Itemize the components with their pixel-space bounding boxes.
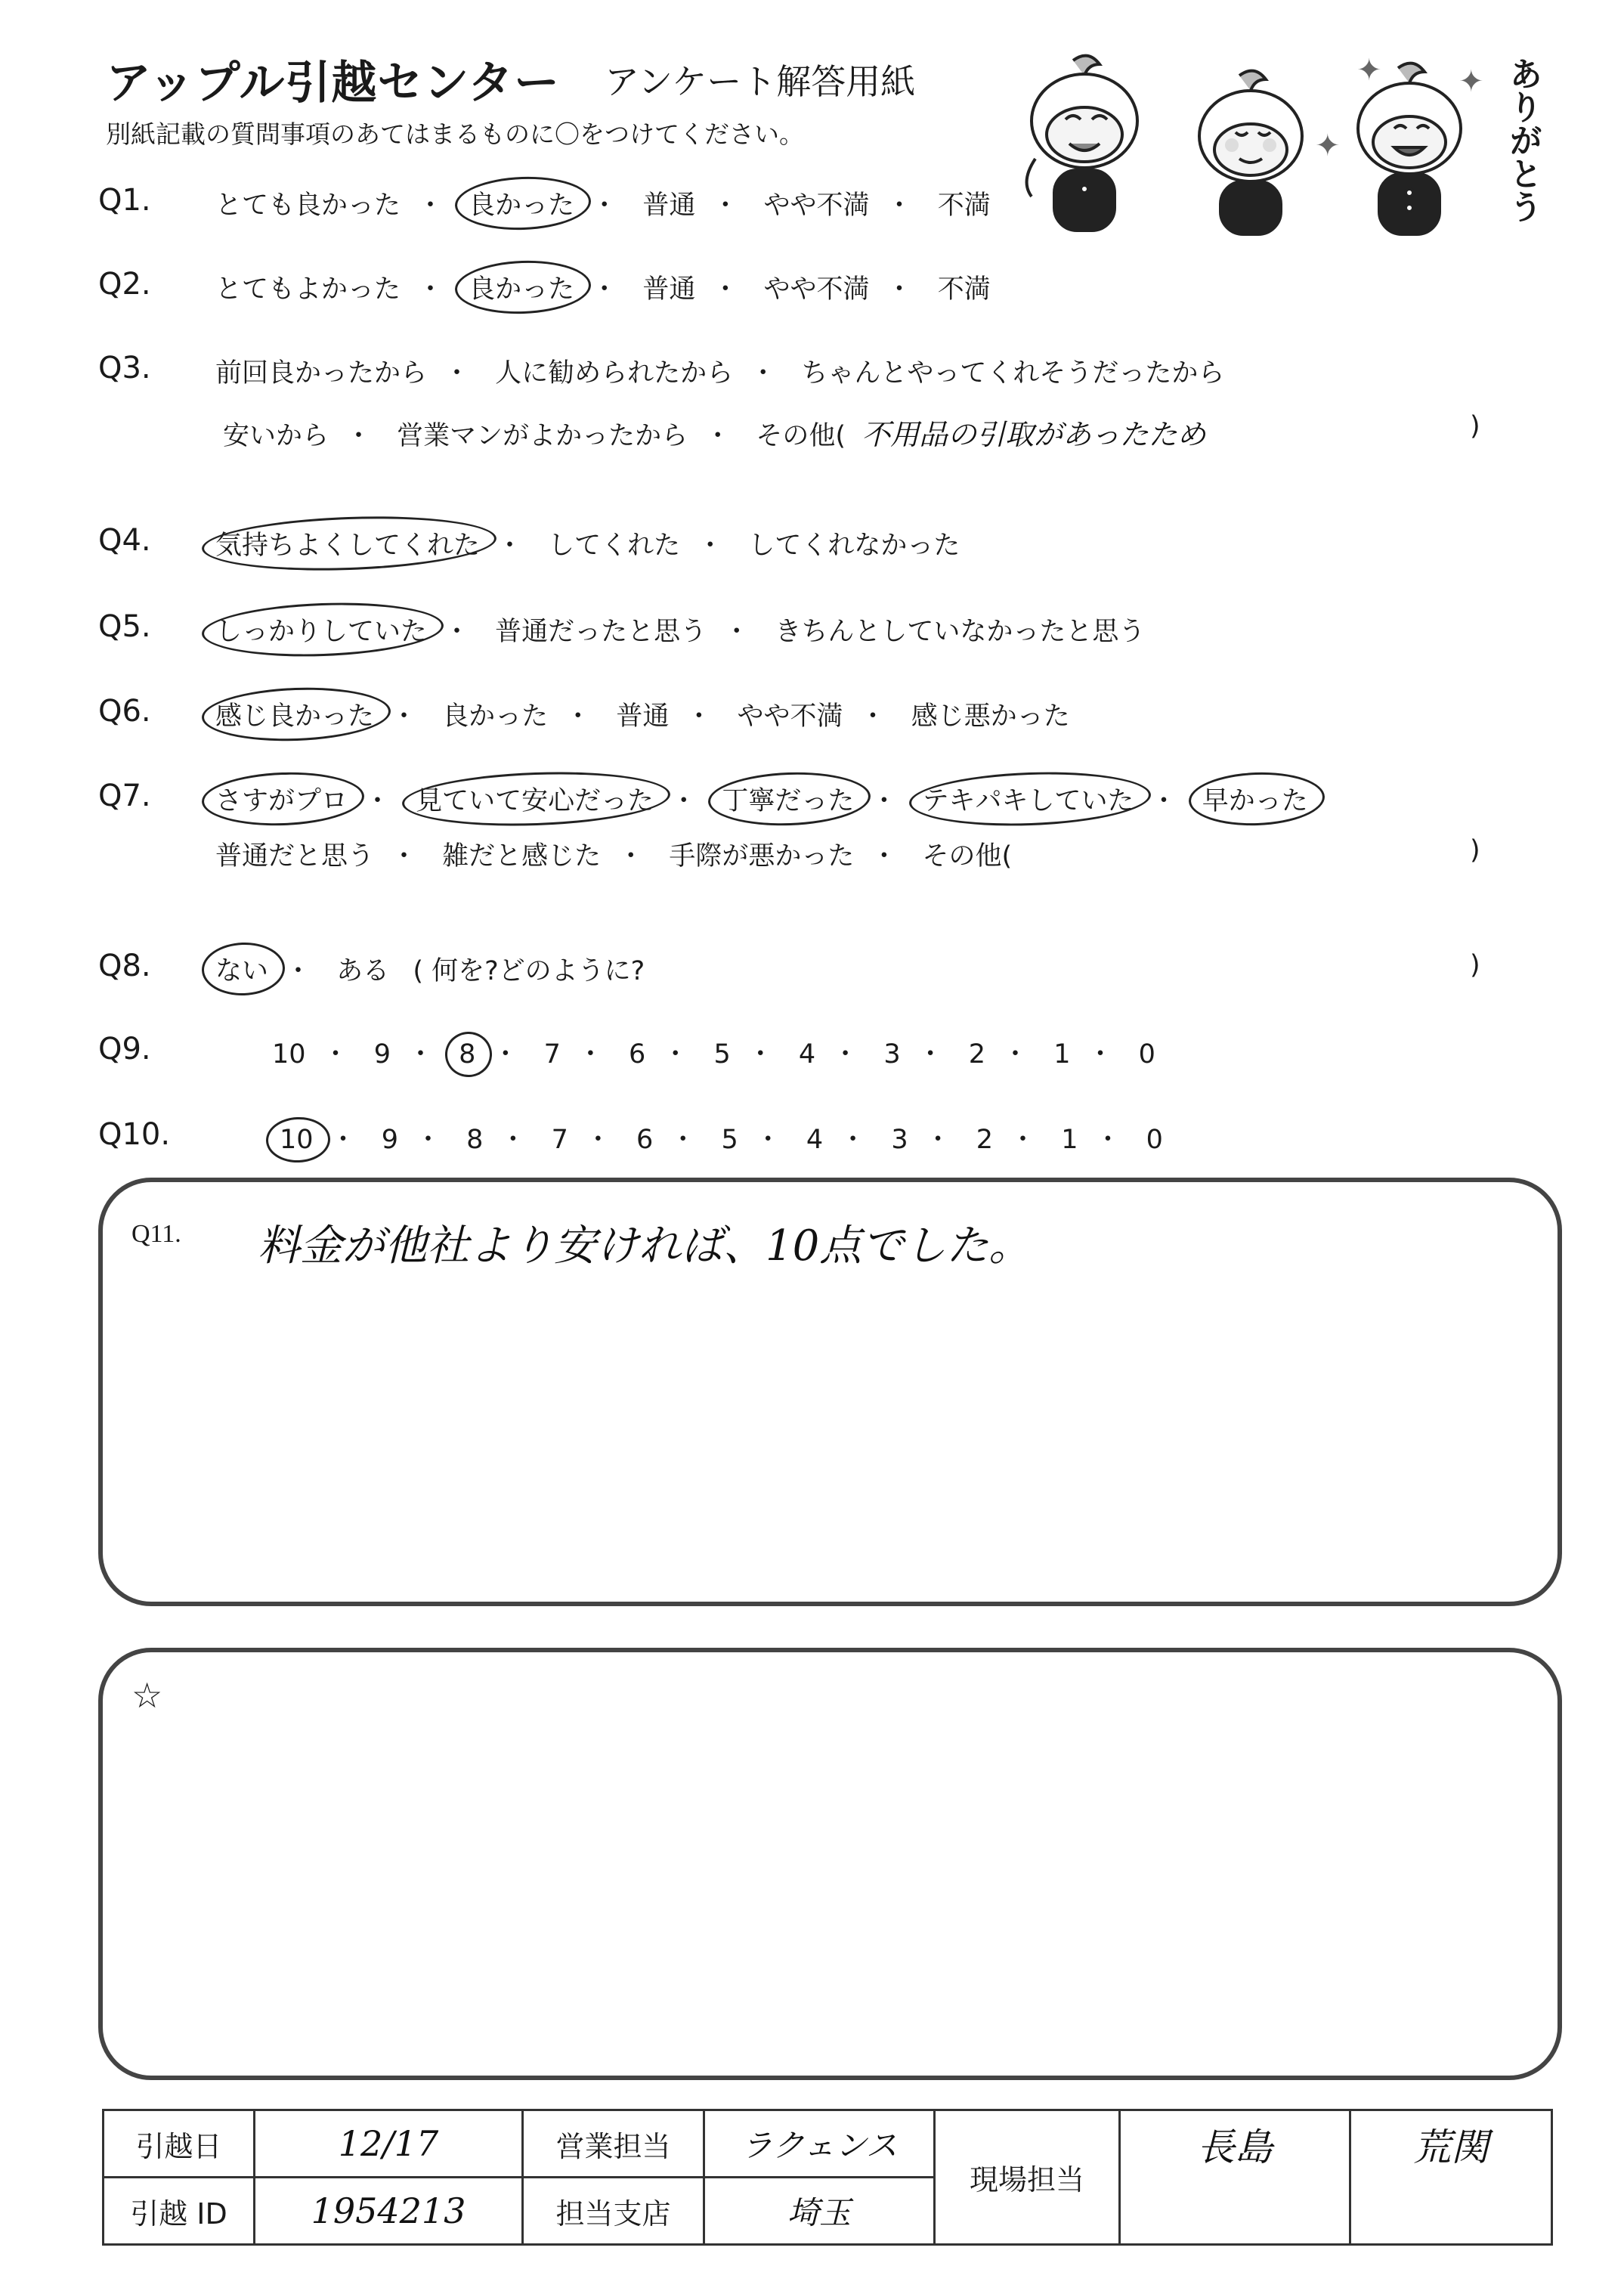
- q5-option[interactable]: きちんとしていなかったと思う: [775, 617, 1146, 647]
- q6-option[interactable]: 普通: [616, 701, 670, 732]
- q10-score[interactable]: 9: [381, 1125, 398, 1155]
- q5-option-selected[interactable]: しっかりしていた: [215, 611, 427, 649]
- monkey-icon: [1358, 63, 1461, 234]
- q7-other-close: ): [1470, 835, 1480, 865]
- sparkle-icon: ✦: [1356, 53, 1382, 88]
- q7-option-selected[interactable]: 見ていて安心だった: [416, 780, 654, 818]
- q3-option[interactable]: 人に勧められたから: [495, 358, 734, 389]
- q10-score[interactable]: 8: [466, 1125, 484, 1155]
- q9-score[interactable]: 1: [1053, 1039, 1071, 1070]
- sparkle-icon: ✦: [1315, 128, 1341, 163]
- q8-label: Q8.: [98, 949, 151, 983]
- q10-label: Q10.: [98, 1117, 171, 1152]
- monkey-mascot-illustration: [1020, 45, 1504, 242]
- q9-score[interactable]: 5: [713, 1039, 731, 1070]
- q9-scale: 10 ・ 9 ・ 8 ・ 7 ・ 6 ・ 5 ・ 4 ・ 3 ・ 2 ・ 1 ・ 0: [272, 1039, 1155, 1070]
- q9-score[interactable]: 0: [1138, 1039, 1155, 1070]
- form-title: アンケート解答用紙: [605, 61, 916, 102]
- q7-label: Q7.: [98, 779, 151, 813]
- q3-option[interactable]: 前回良かったから: [215, 358, 428, 389]
- q7-options-line2: 普通だと思う ・ 雑だと感じた ・ 手際が悪かった ・ その他(: [215, 835, 1012, 873]
- q10-score[interactable]: 4: [806, 1125, 824, 1155]
- q9-score[interactable]: 7: [543, 1039, 561, 1070]
- branch-label: 担当支店: [523, 2178, 704, 2245]
- q9-score[interactable]: 2: [968, 1039, 986, 1070]
- q7-option-selected[interactable]: さすがプロ: [215, 780, 348, 818]
- q1-option[interactable]: とても良かった: [215, 190, 401, 221]
- q3-other-close: ): [1470, 411, 1480, 441]
- q7-option-selected[interactable]: 早かった: [1202, 780, 1308, 818]
- q4-option-selected[interactable]: 気持ちよくしてくれた: [215, 525, 480, 562]
- q11-answer[interactable]: 料金が他社より安ければ、10点でした。: [258, 1221, 1032, 1271]
- q8-option-selected[interactable]: ない: [215, 950, 268, 988]
- q6-options: 感じ良かった ・ 良かった ・ 普通 ・ やや不満 ・ 感じ悪かった: [215, 695, 1070, 733]
- q9-score[interactable]: 9: [373, 1039, 391, 1070]
- q10-score[interactable]: 3: [891, 1125, 908, 1155]
- instruction-text: 別紙記載の質問事項のあてはまるものに〇をつけてください。: [106, 119, 804, 149]
- q2-option-selected[interactable]: 良かった: [469, 268, 574, 306]
- q2-option[interactable]: とてもよかった: [215, 274, 401, 305]
- q4-option[interactable]: してくれた: [548, 531, 681, 561]
- q7-other-open: その他(: [922, 841, 1013, 871]
- sales-value[interactable]: ラクェンス: [704, 2110, 935, 2178]
- company-name: アップル引越センター: [106, 57, 560, 110]
- q3-other-answer[interactable]: 不用品の引取があったため: [861, 418, 1206, 451]
- q8-option[interactable]: ある: [336, 956, 390, 986]
- q1-option-selected[interactable]: 良かった: [469, 184, 574, 222]
- q6-option-selected[interactable]: 感じ良かった: [215, 695, 374, 733]
- q8-options: ない ・ ある ( 何を?どのように?: [215, 950, 645, 988]
- site-staff-label: 現場担当: [935, 2110, 1120, 2245]
- q4-label: Q4.: [98, 523, 151, 558]
- q8-close: ): [1470, 950, 1480, 980]
- q9-score[interactable]: 3: [883, 1039, 901, 1070]
- q3-option[interactable]: 営業マンがよかったから: [397, 421, 688, 451]
- q2-label: Q2.: [98, 267, 151, 302]
- move-id-label: 引越 ID: [104, 2178, 255, 2245]
- q2-option[interactable]: やや不満: [763, 274, 870, 305]
- q5-label: Q5.: [98, 609, 151, 644]
- q10-score[interactable]: 5: [721, 1125, 738, 1155]
- q11-answer-box[interactable]: [98, 1178, 1562, 1606]
- thanks-text: ありがとう: [1503, 57, 1542, 223]
- site-staff-2-cell: [1350, 2178, 1552, 2245]
- q3-options-line1: 前回良かったから ・ 人に勧められたから ・ ちゃんとやってくれそうだったから: [215, 352, 1224, 390]
- q7-option[interactable]: 普通だと思う: [215, 841, 375, 871]
- q6-option[interactable]: やや不満: [737, 701, 843, 732]
- q10-score[interactable]: 1: [1061, 1125, 1078, 1155]
- q4-option[interactable]: してくれなかった: [748, 531, 960, 561]
- q5-option[interactable]: 普通だったと思う: [495, 617, 707, 647]
- q2-option[interactable]: 不満: [937, 274, 991, 305]
- q9-score[interactable]: 10: [272, 1039, 306, 1070]
- move-date-value[interactable]: 12/17: [255, 2110, 523, 2178]
- q3-option[interactable]: ちゃんとやってくれそうだったから: [801, 358, 1225, 389]
- monkey-icon: [1027, 56, 1137, 231]
- q10-score[interactable]: 7: [551, 1125, 568, 1155]
- q3-option[interactable]: 安いから: [223, 421, 329, 451]
- q5-options: しっかりしていた ・ 普通だったと思う ・ きちんとしていなかったと思う: [215, 611, 1145, 649]
- star-icon: ☆: [131, 1676, 163, 1715]
- sales-label: 営業担当: [523, 2110, 704, 2178]
- q11-label: Q11.: [131, 1220, 181, 1248]
- site-staff-1[interactable]: 長島: [1120, 2110, 1350, 2178]
- move-date-label: 引越日: [104, 2110, 255, 2178]
- q10-score[interactable]: 2: [976, 1125, 994, 1155]
- q1-option[interactable]: 普通: [642, 190, 696, 221]
- q2-options: とてもよかった ・ 良かった ・ 普通 ・ やや不満 ・ 不満: [215, 268, 991, 306]
- q9-score[interactable]: 6: [629, 1039, 646, 1070]
- site-staff-2[interactable]: 荒関: [1350, 2110, 1552, 2178]
- q1-options: とても良かった ・ 良かった ・ 普通 ・ やや不満 ・ 不満: [215, 184, 991, 222]
- move-id-value[interactable]: 1954213: [255, 2178, 523, 2245]
- q9-score[interactable]: 4: [798, 1039, 816, 1070]
- branch-value[interactable]: 埼玉: [704, 2178, 935, 2245]
- q10-score[interactable]: 6: [636, 1125, 654, 1155]
- q3-label: Q3.: [98, 351, 151, 385]
- q1-label: Q1.: [98, 183, 151, 218]
- q1-option[interactable]: やや不満: [763, 190, 870, 221]
- q7-option[interactable]: 雑だと感じた: [442, 841, 602, 871]
- q10-score-selected[interactable]: 10: [280, 1125, 314, 1155]
- q3-options-line2: 安いから ・ 営業マンがよかったから ・ その他( 不用品の引取があったため: [223, 411, 1206, 453]
- q9-score-selected[interactable]: 8: [459, 1039, 476, 1070]
- q6-label: Q6.: [98, 694, 151, 729]
- q7-option-selected[interactable]: テキパキしていた: [923, 780, 1134, 818]
- q1-option[interactable]: 不満: [937, 190, 991, 221]
- q7-option[interactable]: 手際が悪かった: [669, 841, 855, 871]
- staff-info-table: [102, 2109, 1553, 2246]
- q2-option[interactable]: 普通: [642, 274, 696, 305]
- q4-options: 気持ちよくしてくれた ・ してくれた ・ してくれなかった: [215, 525, 960, 562]
- site-staff-1-cell: [1120, 2178, 1350, 2245]
- q7-options-line1: さすがプロ ・ 見ていて安心だった ・ 丁寧だった ・ テキパキしていた ・ 早かった: [215, 780, 1308, 818]
- q9-label: Q9.: [98, 1032, 151, 1067]
- star-comment-box[interactable]: [98, 1648, 1562, 2080]
- q10-score[interactable]: 0: [1146, 1125, 1163, 1155]
- q6-option[interactable]: 良かった: [442, 701, 549, 732]
- q8-detail-prompt: ( 何を?どのように?: [413, 956, 645, 986]
- sparkle-icon: ✦: [1459, 64, 1484, 99]
- monkey-icon: [1199, 71, 1302, 234]
- q10-scale: 10 ・ 9 ・ 8 ・ 7 ・ 6 ・ 5 ・ 4 ・ 3 ・ 2 ・ 1 ・ 0: [280, 1125, 1163, 1155]
- q6-option[interactable]: 感じ悪かった: [911, 701, 1070, 732]
- q3-other-open: その他(: [756, 421, 846, 451]
- q7-option-selected[interactable]: 丁寧だった: [722, 780, 854, 818]
